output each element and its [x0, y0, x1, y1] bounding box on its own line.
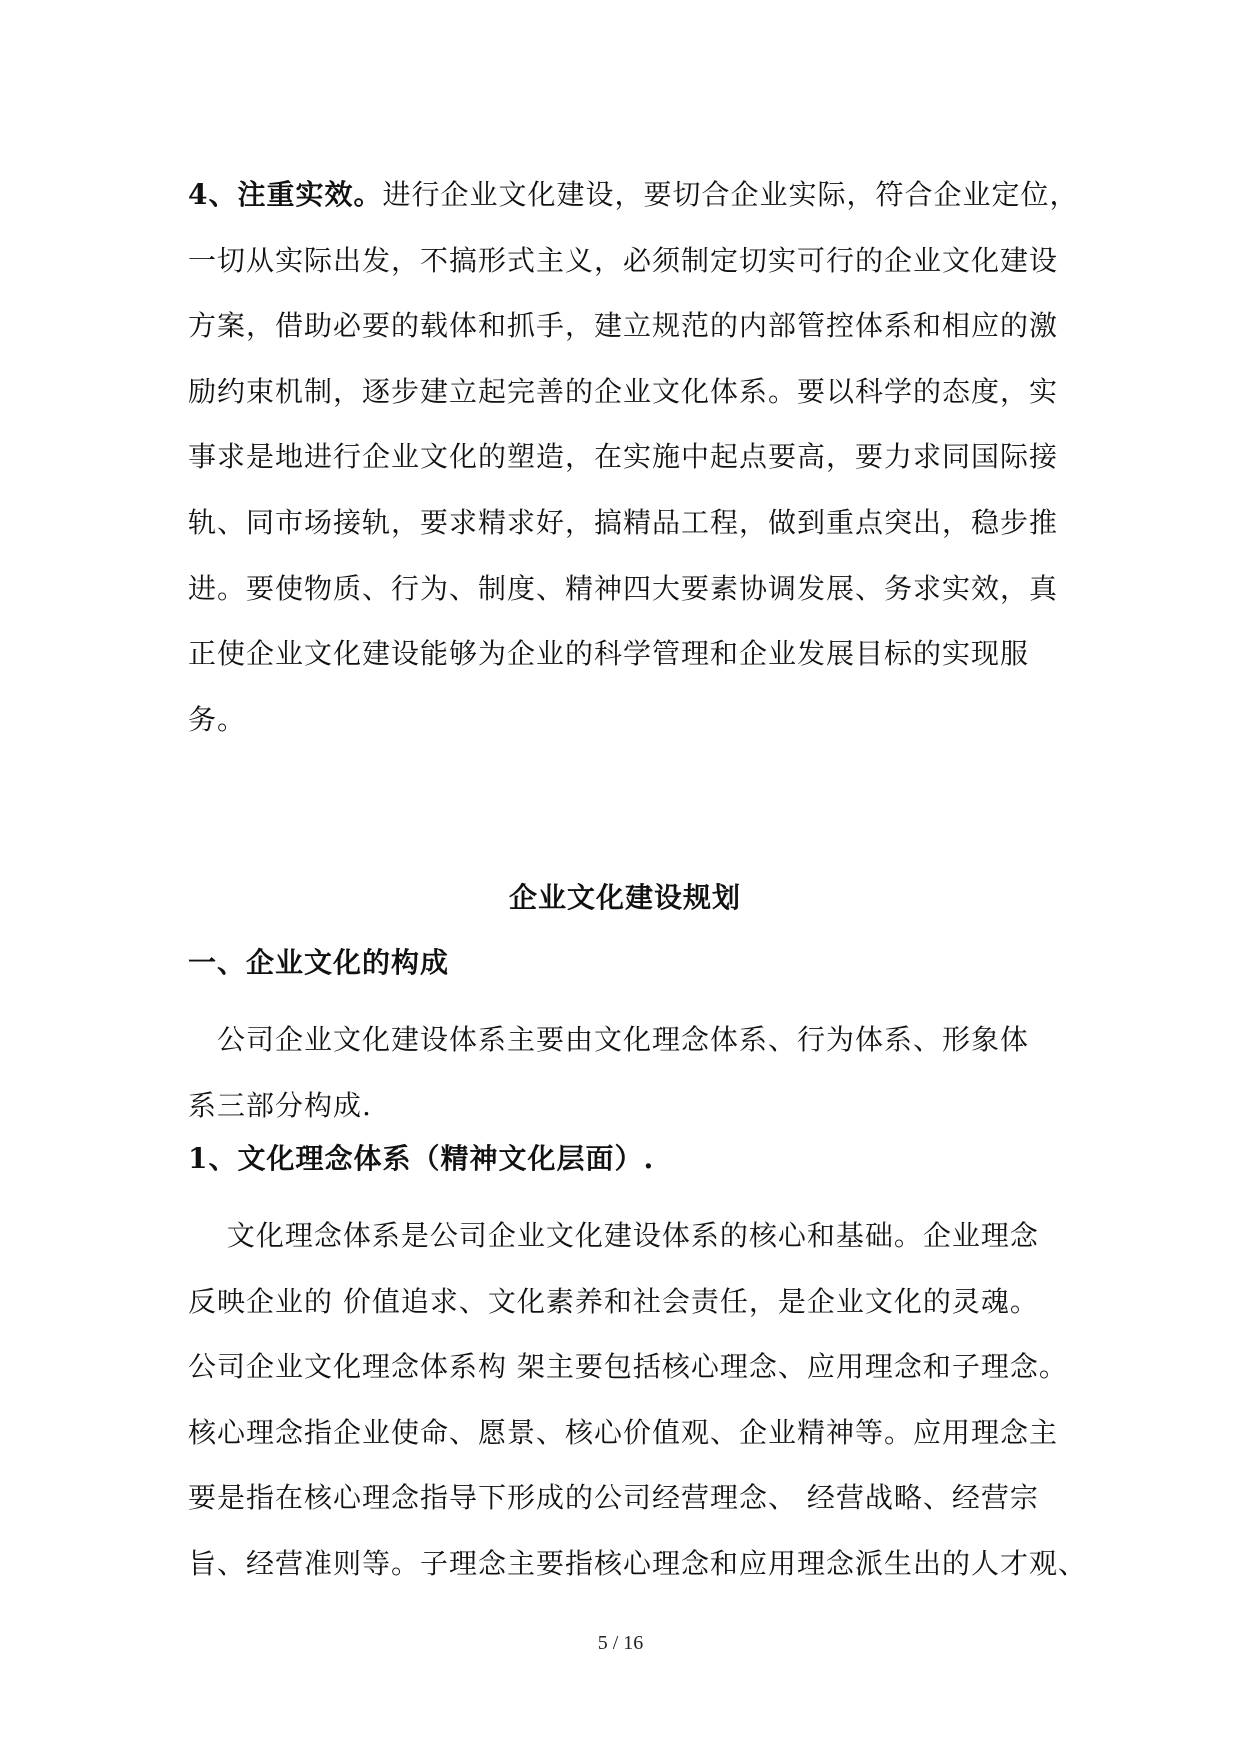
- paragraph-line: 正使企业文化建设能够为企业的科学管理和企业发展目标的实现服: [188, 637, 1030, 671]
- paragraph-line: 轨、同市场接轨，要求精求好，搞精品工程，做到重点突出，稳步推: [188, 505, 1059, 539]
- paragraph-line: 公司企业文化理念体系构 架主要包括核心理念、应用理念和子理念。: [188, 1350, 1068, 1384]
- paragraph-line: 反映企业的 价值追求、文化素养和社会责任，是企业文化的灵魂。: [188, 1284, 1039, 1318]
- section-one-heading: 一、企业文化的构成: [188, 946, 450, 979]
- subsection-1-heading: 1、文化理念体系（精神文化层面）.: [188, 1142, 655, 1175]
- paragraph-line: 旨、经营准则等。子理念主要指核心理念和应用理念派生出的人才观、: [188, 1546, 1088, 1580]
- paragraph-line: 方案，借助必要的载体和抓手，建立规范的内部管控体系和相应的激: [188, 309, 1059, 343]
- section-4-heading: 4、注重实效。: [188, 178, 383, 211]
- paragraph-line: 进。要使物质、行为、制度、精神四大要素协调发展、务求实效，真: [188, 571, 1059, 605]
- paragraph-line: 一切从实际出发，不搞形式主义，必须制定切实可行的企业文化建设: [188, 243, 1059, 277]
- section-one-paragraph: [188, 1007, 1052, 1138]
- line-text: 进行企业文化建设，要切合企业实际，符合企业定位，: [382, 178, 1079, 211]
- subsection-1-paragraph: [188, 1203, 1088, 1597]
- paragraph-line: 励约束机制，逐步建立起完善的企业文化体系。要以科学的态度，实: [188, 374, 1059, 408]
- paragraph-line: 要是指在核心理念指导下形成的公司经营理念、 经营战略、经营宗: [188, 1481, 1039, 1515]
- paragraph-line: 事求是地进行企业文化的塑造，在实施中起点要高，要力求同国际接: [188, 440, 1059, 474]
- paragraph-line: [188, 162, 1079, 228]
- paragraph-line: 系三部分构成.: [188, 1088, 372, 1122]
- paragraph-line: 核心理念指企业使命、愿景、核心价值观、企业精神等。应用理念主: [188, 1415, 1059, 1449]
- page-number: 5 / 16: [597, 1632, 644, 1654]
- paragraph-line: 文化理念体系是公司企业文化建设体系的核心和基础。企业理念: [188, 1219, 1039, 1252]
- paragraph-line: 务。: [188, 702, 247, 736]
- paragraph-line: 公司企业文化建设体系主要由文化理念体系、行为体系、形象体: [188, 1023, 1030, 1056]
- document-title: 企业文化建设规划: [508, 881, 741, 914]
- section-4-paragraph: [188, 162, 1079, 752]
